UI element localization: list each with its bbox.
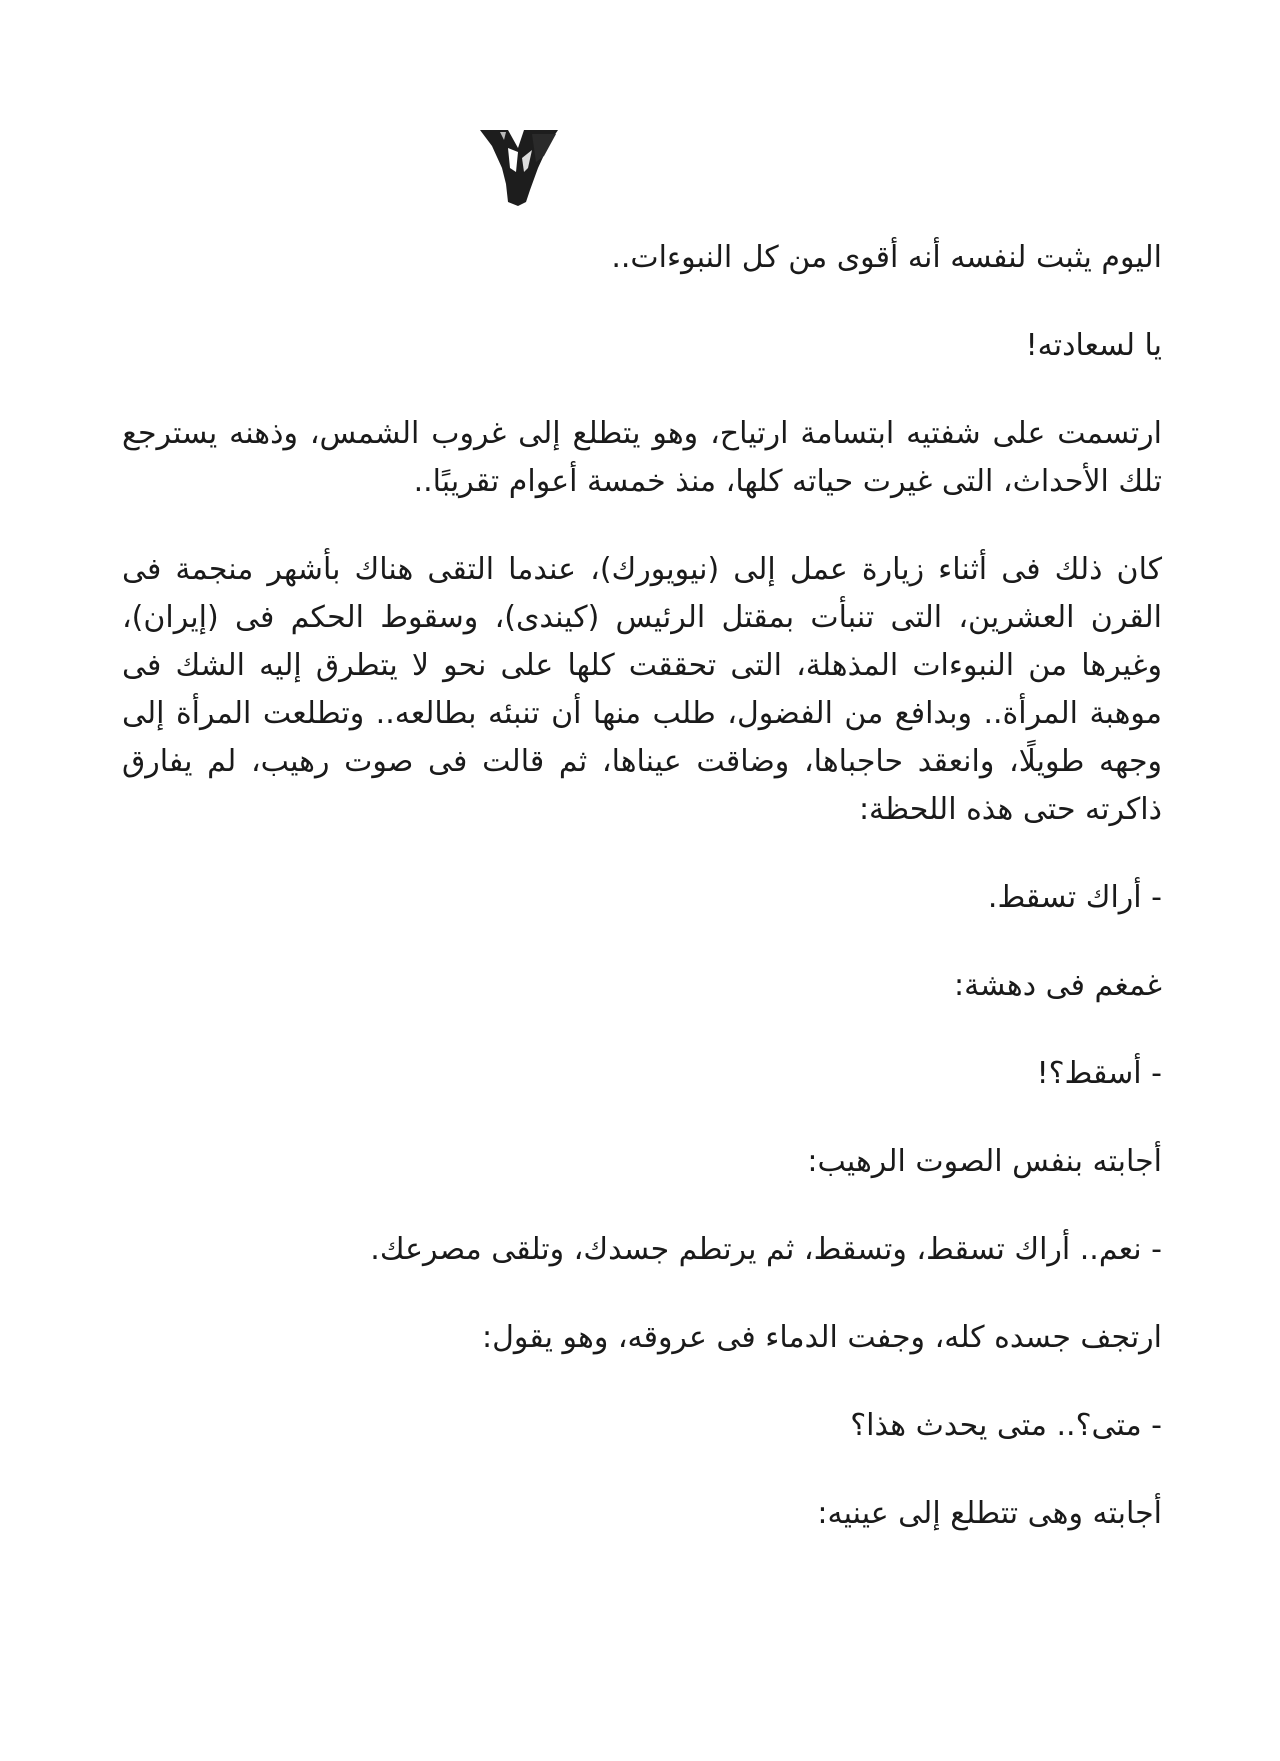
paragraph: أجابته بنفس الصوت الرهيب: [807, 1144, 1162, 1179]
paragraph: ارتجف جسده كله، وجفت الدماء فى عروقه، وهو يقول: [482, 1320, 1162, 1355]
paragraph: غمغم فى دهشة: [953, 968, 1162, 1003]
paragraph: أجابته وهى تتطلع إلى عينيه: [817, 1496, 1162, 1531]
ink-emblem-icon [478, 128, 582, 208]
paragraph: اليوم يثبت لنفسه أنه أقوى من كل النبوءات.. [611, 240, 1162, 275]
body-text [122, 234, 1162, 1538]
dialogue-line: - نعم.. أراك تسقط، وتسقط، ثم يرتطم جسدك، وتلقى مصرعك. [370, 1232, 1162, 1267]
dialogue-line: - متى؟.. متى يحدث هذا؟ [850, 1408, 1162, 1443]
paragraph: يا لسعادته! [1025, 328, 1162, 363]
paragraph: ارتسمت على شفتيه ابتسامة ارتياح، وهو يتطلع إلى غروب الشمس، وذهنه يسترجع تلك الأحداث، التى غيرت حياته كلها، منذ خمسة أعوام تقريبًا.. [122, 416, 1162, 499]
dialogue-line: - أراك تسقط. [987, 880, 1162, 915]
dialogue-line: - أسقط؟! [1036, 1056, 1162, 1091]
paragraph: كان ذلك فى أثناء زيارة عمل إلى (نيويورك)، عندما التقى هناك بأشهر منجمة فى القرن العشرين، التى تنبأت بمقتل الرئيس (كيندى)، وسقوط الحكم فى (إيران)، وغيرها من النبوءات المذهلة، التى تحققت كلها على نحو لا يتطرق إليه الشك فى موهبة المرأة.. وبدافع من الفضول، طلب منها أن تنبئه بطالعه.. وتطلعت المرأة إلى وجهه طويلًا، وانعقد حاجباها، وضاقت عيناها، ثم قالت فى صوت رهيب، لم يفارق ذاكرته حتى هذه اللحظة: [122, 552, 1162, 827]
